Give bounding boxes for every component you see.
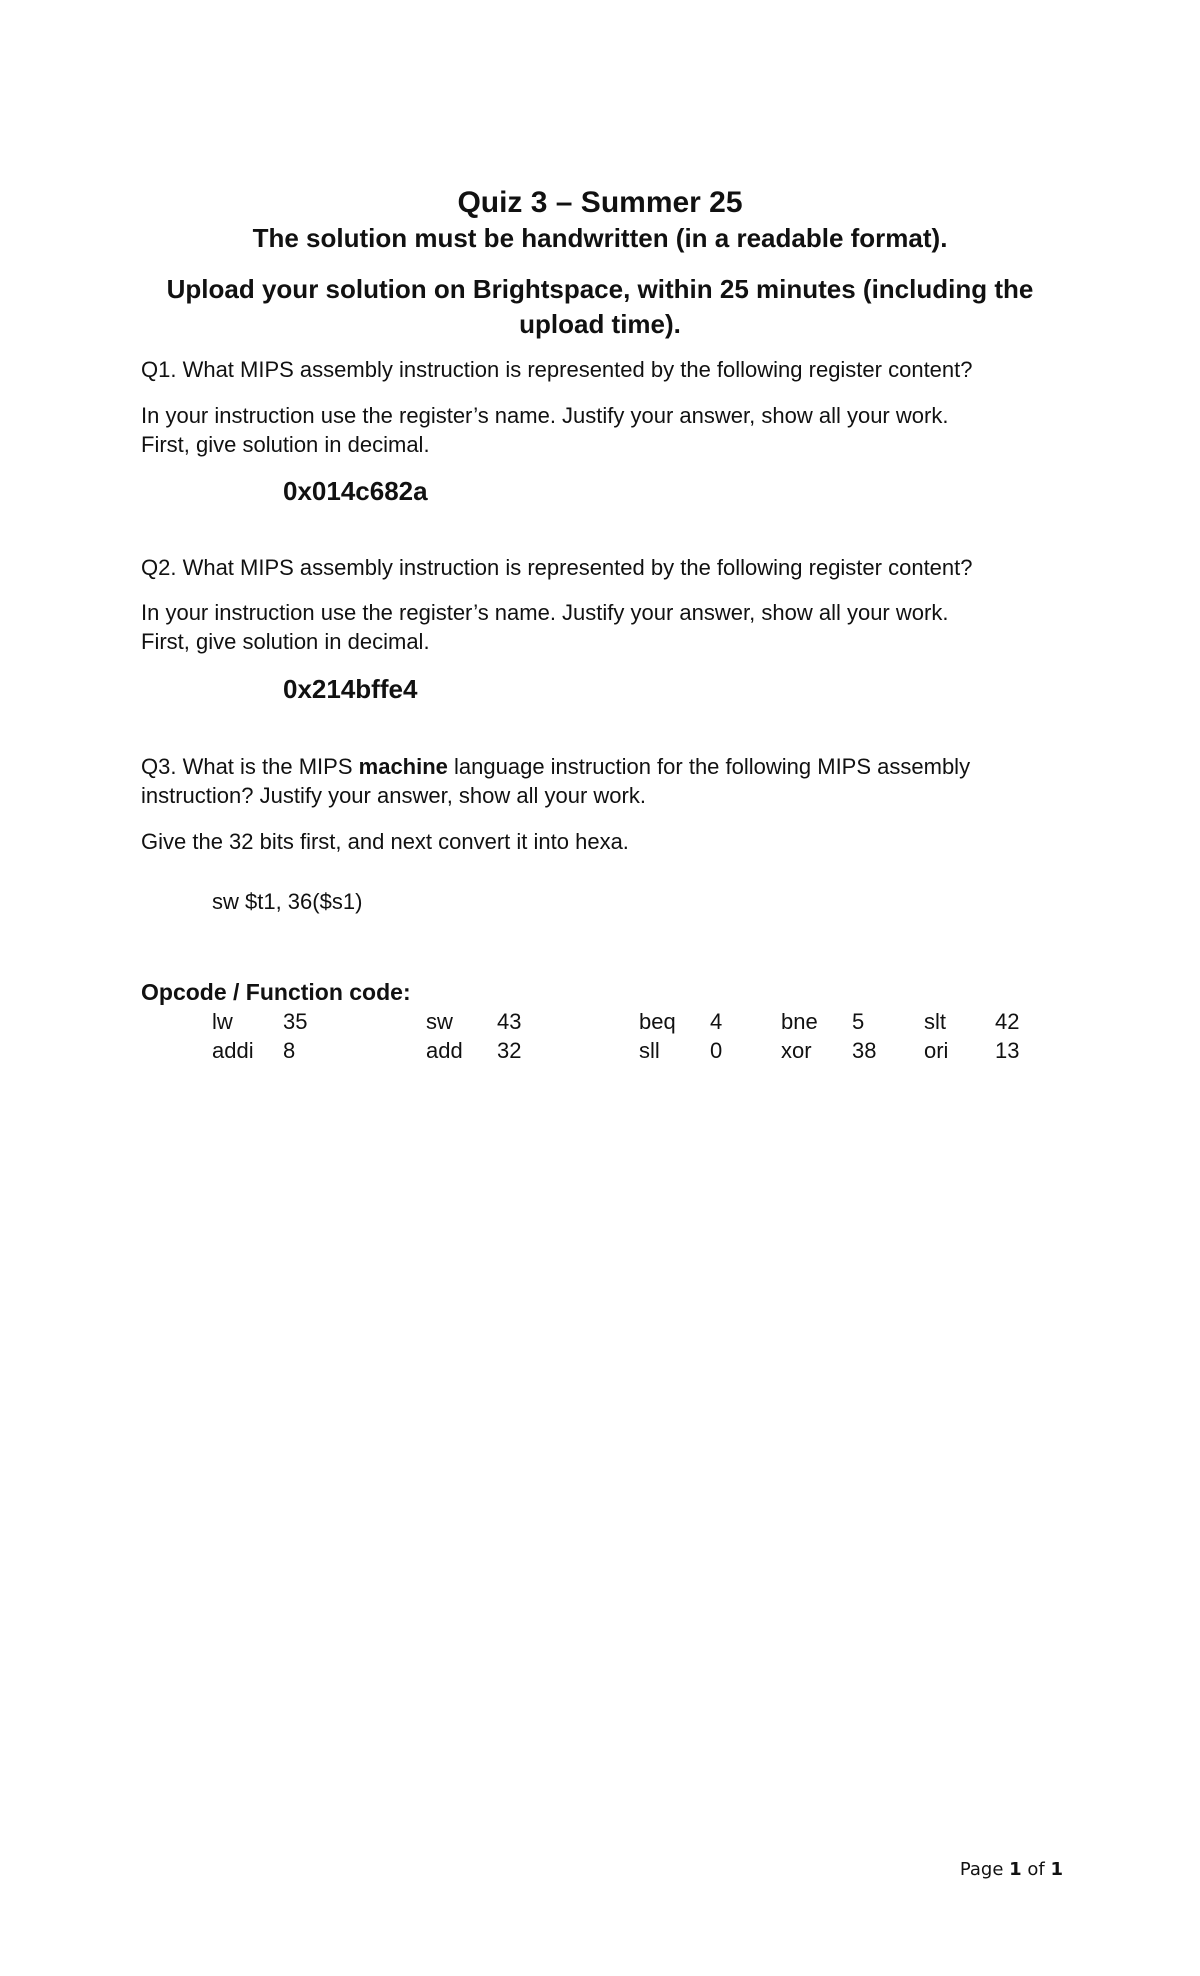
opcode-name: ori: [924, 1038, 949, 1063]
q1-register-content: 0x014c682a: [283, 476, 428, 506]
q2-instructions-line2: First, give solution in decimal.: [141, 629, 430, 654]
opcode-name: lw: [212, 1009, 233, 1034]
page-total: 1: [1050, 1859, 1063, 1880]
opcode-name: addi: [212, 1038, 254, 1063]
opcode-name: slt: [924, 1009, 946, 1034]
opcode-value: 8: [283, 1038, 296, 1063]
q3-question-line2: instruction? Justify your answer, show all your work.: [141, 783, 646, 808]
handwritten-notice: The solution must be handwritten (in a readable format).: [252, 223, 948, 253]
page-title: Quiz 3 – Summer 25: [457, 186, 743, 219]
q1-instructions-line1: In your instruction use the register’s name. Justify your answer, show all your work.: [141, 403, 949, 428]
q2-register-content: 0x214bffe4: [283, 674, 418, 704]
page-prefix: Page: [959, 1859, 1010, 1880]
q2-question: Q2. What MIPS assembly instruction is represented by the following register content?: [141, 555, 973, 580]
opcode-value: 35: [283, 1009, 308, 1034]
opcode-row: [0, 1007, 1200, 1036]
q2-instructions-line1: In your instruction use the register’s name. Justify your answer, show all your work.: [141, 600, 949, 625]
opcode-value: 43: [497, 1009, 522, 1034]
opcode-name: beq: [639, 1009, 676, 1034]
q3-question-part1: Q3. What is the MIPS: [141, 754, 359, 779]
q3-question: [141, 752, 1081, 781]
q1-instructions-line2: First, give solution in decimal.: [141, 432, 430, 457]
q1-question: Q1. What MIPS assembly instruction is represented by the following register content?: [141, 357, 973, 382]
opcode-name: xor: [781, 1038, 812, 1063]
opcode-value: 32: [497, 1038, 522, 1063]
opcode-value: 0: [710, 1038, 723, 1063]
upload-instruction: Upload your solution on Brightspace, within 25 minutes (including the upload time).: [166, 274, 1034, 339]
q3-assembly-instruction: sw $t1, 36($s1): [212, 889, 363, 914]
opcode-value: 13: [995, 1038, 1020, 1063]
opcode-name: bne: [781, 1009, 818, 1034]
page-number: [960, 1858, 1063, 1882]
opcode-row: [0, 1036, 1200, 1065]
opcode-value: 5: [852, 1009, 865, 1034]
opcode-value: 42: [995, 1009, 1020, 1034]
q3-question-part2: language instruction for the following MIPS assembly: [447, 754, 971, 779]
page-mid: of: [1021, 1859, 1051, 1880]
q3-instructions: Give the 32 bits first, and next convert it into hexa.: [141, 829, 629, 854]
opcode-name: add: [426, 1038, 463, 1063]
q3-question-bold: machine: [358, 754, 448, 779]
opcode-name: sll: [639, 1038, 660, 1063]
opcode-value: 4: [710, 1009, 723, 1034]
opcode-value: 38: [852, 1038, 877, 1063]
opcode-heading: Opcode / Function code:: [141, 979, 411, 1005]
page-current: 1: [1009, 1859, 1022, 1880]
opcode-name: sw: [426, 1009, 453, 1034]
